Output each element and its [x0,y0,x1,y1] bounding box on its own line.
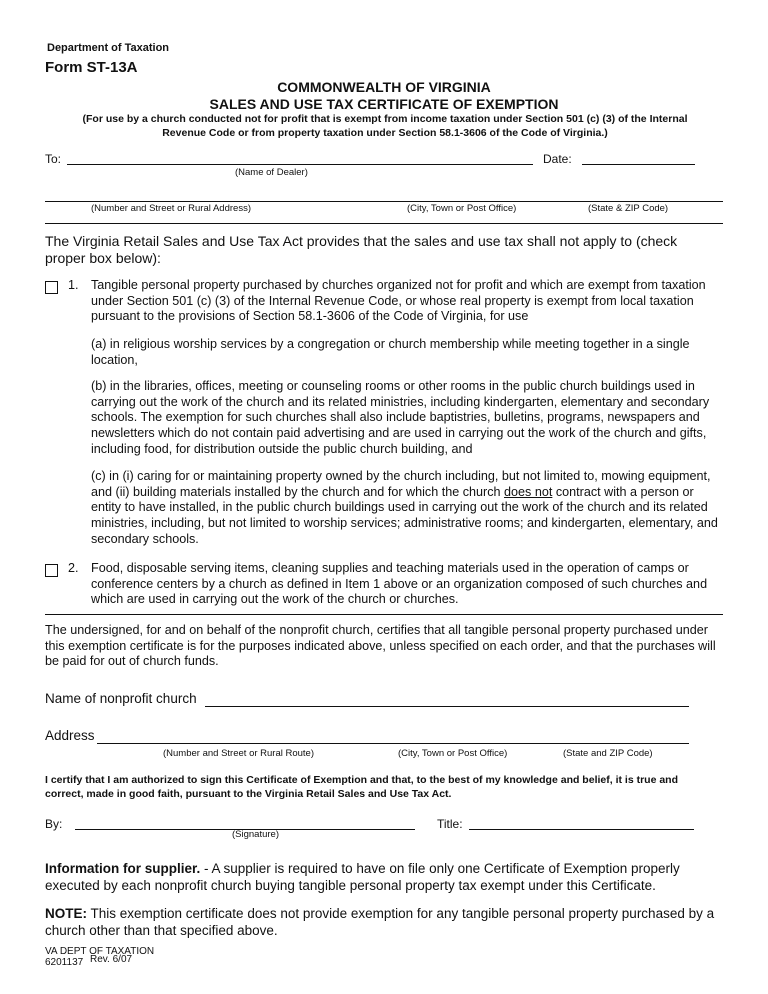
item2-checkbox[interactable] [45,564,58,577]
church-address-field[interactable] [97,743,689,744]
item1-clause-c [91,469,723,548]
dealer-name-caption: (Name of Dealer) [235,167,308,178]
supplier-info-heading: Information for supplier. [45,861,201,876]
item1-text: Tangible personal property purchased by churches organized not for profit and which are exempt from taxation under Section 501 (c) (3) of the Internal Revenue Code, or whose real property is exempt from local taxation pursuant to the provisions of Section 58.1-3606 of the Code of Virginia, for use [91,278,706,324]
note-heading: NOTE: [45,906,87,921]
form-title-line1: COMMONWEALTH OF VIRGINIA [277,79,491,95]
note-text: This exemption certificate does not provide exemption for any tangible personal property purchased by a church other than that specified above. [45,906,715,938]
item1-checkbox[interactable] [45,281,58,294]
dealer-address-field[interactable] [45,201,723,202]
dealer-state-caption: (State & ZIP Code) [588,203,669,214]
church-street-caption: (Number and Street or Rural Route) [163,748,315,759]
by-label: By: [45,817,63,831]
church-name-label: Name of nonprofit church [45,691,197,706]
footer-revision: Rev. 6/07 [90,954,133,965]
note [45,906,725,939]
item2-text: Food, disposable serving items, cleaning supplies and teaching materials used in the operation of camps or conference centers by a church as defined in Item 1 above or an organization composed of such churches and which are used in carrying out the work of the church or churches. [91,561,708,607]
title-field[interactable] [469,829,694,830]
item2-number: 2. [68,561,79,575]
to-label: To: [45,152,62,166]
dealer-street-caption: (Number and Street or Rural Address) [91,203,251,214]
certification-text: The undersigned, for and on behalf of the nonprofit church, certifies that all tangible personal property purchased under this exemption certificate is for the purposes indicated above, unless specified on each order, and that the purchases will be paid for out of church funds. [45,623,716,669]
item1-number: 1. [68,278,79,292]
form-subtitle: (For use by a church conducted not for profit that is exempt from income taxation under Section 501 (c) (3) of the Internal Revenue Code or from property taxation under Section 58.1-3606 of the Code of Virginia.) [82,113,688,139]
church-state-caption: (State and ZIP Code) [563,748,653,759]
clause-c-underlined: does not [504,484,553,499]
church-name-field[interactable] [205,706,689,707]
church-address-label: Address [45,728,95,743]
supplier-info [45,861,725,894]
item1-clause-a: (a) in religious worship services by a congregation or church membership while meeting together in a single location, [91,337,690,367]
intro-text: The Virginia Retail Sales and Use Tax Act provides that the sales and use tax shall not apply to (check proper box below): [45,233,678,266]
department-name: Department of Taxation [47,42,170,54]
authorization-text: I certify that I am authorized to sign this Certificate of Exemption and that, to the best of my knowledge and belief, it is true and correct, made in good faith, pursuant to the Virginia Retail Sales and Use Tax Act. [45,774,678,800]
church-city-caption: (City, Town or Post Office) [398,748,508,759]
divider [45,614,723,615]
divider [45,223,723,224]
supplier-info-text: - A supplier is required to have on file only one Certificate of Exemption properly executed by each nonprofit church buying tangible personal property tax exempt under this Certificate. [45,861,680,893]
dealer-city-caption: (City, Town or Post Office) [407,203,517,214]
dealer-name-field[interactable] [67,164,533,165]
clause-c-text-part1: (c) in (i) caring for or maintaining property owned by the church including, but not limited to, mowing equipment, and (ii) building materials installed by the church and for which the church [91,469,711,499]
footer-code: 6201137 [45,957,84,968]
title-label: Title: [437,817,463,831]
form-title-line2: SALES AND USE TAX CERTIFICATE OF EXEMPTION [209,96,559,112]
signature-caption: (Signature) [232,829,279,840]
item1-clause-b: (b) in the libraries, offices, meeting or counseling rooms or other rooms in the public church buildings used in carrying out the work of the church and its related ministries, including kindergarten, elementary and secondary schools. The exemption for such churches shall also include baptistries, bulletins, programs, newspapers and newsletters which do not contain paid advertising and are used in carrying out the work of the church and gifts, including food, for distribution outside the public church building, and [91,379,710,456]
form-number: Form ST-13A [45,59,138,76]
date-label: Date: [543,152,572,166]
clause-c-text-part2: contract with a person or entity to have installed, in the public church buildings used in carrying out the work of the church and its related ministries, including, but not limited to worship services; administrative rooms; and kindergarten, elementary, and secondary schools. [91,484,718,546]
date-field[interactable] [582,164,695,165]
footer-agency: VA DEPT OF TAXATION [45,946,155,957]
